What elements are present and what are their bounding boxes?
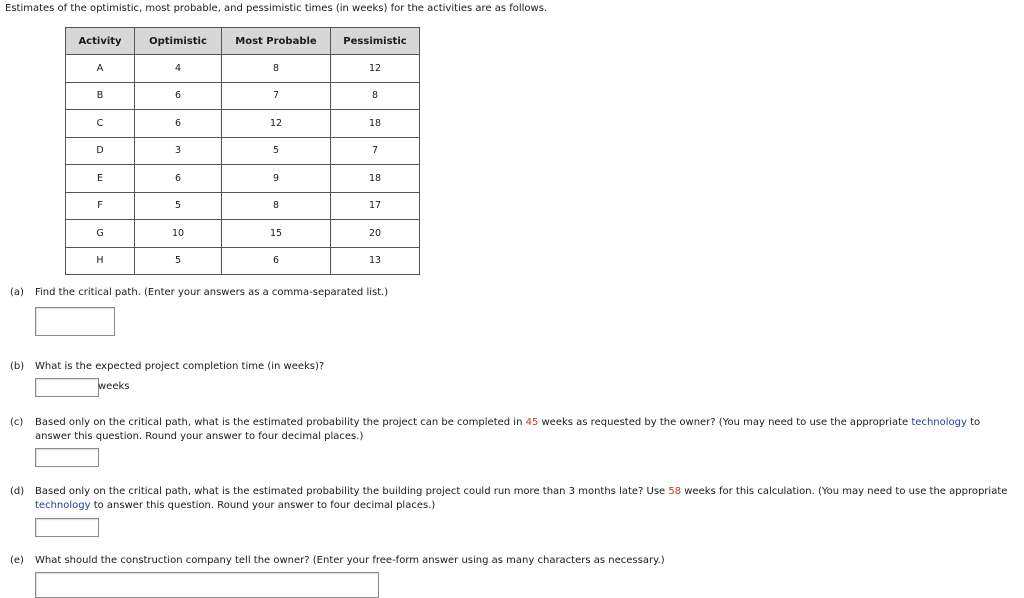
header-most-probable: Most Probable [222,28,331,55]
question-d-technology-link[interactable]: technology [35,500,91,511]
table-header-row [66,28,420,55]
cell-most-probable: 5 [222,137,331,165]
question-a [10,287,388,298]
cell-activity: C [66,110,135,138]
question-b-tag: (b) [10,361,25,372]
table-row [66,110,420,138]
cell-optimistic: 6 [135,165,222,193]
cell-optimistic: 6 [135,82,222,110]
cell-most-probable: 8 [222,55,331,83]
probability-58-input[interactable] [35,518,99,537]
cell-optimistic: 10 [135,220,222,248]
table-row [66,220,420,248]
question-b [10,361,324,372]
table-row [66,82,420,110]
question-b-text: What is the expected project completion time (in weeks)? [35,361,325,372]
header-optimistic: Optimistic [135,28,222,55]
question-d-line2-text: to answer this question. Round your answer to four decimal places.) [90,500,436,511]
question-c-technology-link[interactable]: technology [911,417,967,428]
cell-most-probable: 9 [222,165,331,193]
cell-activity: D [66,137,135,165]
cell-activity: A [66,55,135,83]
question-c-text1: Based only on the critical path, what is the estimated probability the project can be completed in [35,417,526,428]
question-c-weeks-value: 45 [525,417,539,428]
table-row [66,192,420,220]
weeks-unit-label: weeks [98,381,130,392]
cell-most-probable: 15 [222,220,331,248]
question-d-weeks-value: 58 [668,486,682,497]
question-d-text1: Based only on the critical path, what is the estimated probability the building project could run more than 3 months late? Use [35,486,669,497]
cell-activity: B [66,82,135,110]
question-a-tag: (a) [10,287,24,298]
question-e-text: What should the construction company tell the owner? (Enter your free-form answer using as many characters as necessary.) [35,555,665,566]
cell-optimistic: 6 [135,110,222,138]
cell-most-probable: 7 [222,82,331,110]
table-row [66,165,420,193]
table-row [66,247,420,275]
cell-most-probable: 12 [222,110,331,138]
question-c [10,417,980,428]
question-d-line2 [35,500,435,511]
intro-text: Estimates of the optimistic, most probable, and pessimistic times (in weeks) for the activities are as follows. [5,3,548,14]
cell-pessimistic: 12 [331,55,420,83]
cell-pessimistic: 18 [331,165,420,193]
question-d [10,486,1007,497]
activity-table [65,27,420,275]
question-e [10,555,665,566]
cell-activity: H [66,247,135,275]
question-a-text: Find the critical path. (Enter your answers as a comma-separated list.) [35,287,389,298]
header-activity: Activity [66,28,135,55]
cell-pessimistic: 7 [331,137,420,165]
cell-activity: F [66,192,135,220]
cell-pessimistic: 20 [331,220,420,248]
cell-optimistic: 5 [135,192,222,220]
question-d-text2: weeks for this calculation. (You may need to use the appropriate [681,486,1008,497]
question-c-text3: to [966,417,981,428]
cell-pessimistic: 13 [331,247,420,275]
table-row [66,55,420,83]
cell-most-probable: 6 [222,247,331,275]
cell-optimistic: 4 [135,55,222,83]
completion-time-input[interactable] [35,378,99,397]
cell-optimistic: 3 [135,137,222,165]
cell-pessimistic: 17 [331,192,420,220]
table-row [66,137,420,165]
cell-optimistic: 5 [135,247,222,275]
critical-path-input[interactable] [35,307,115,336]
question-c-text2: weeks as requested by the owner? (You may need to use the appropriate [538,417,912,428]
cell-most-probable: 8 [222,192,331,220]
question-c-line2: answer this question. Round your answer to four decimal places.) [35,431,364,442]
free-form-answer-textarea[interactable] [35,572,379,598]
probability-45-input[interactable] [35,448,99,467]
cell-pessimistic: 8 [331,82,420,110]
question-c-tag: (c) [10,417,24,428]
question-e-tag: (e) [10,555,24,566]
header-pessimistic: Pessimistic [331,28,420,55]
question-d-tag: (d) [10,486,25,497]
cell-pessimistic: 18 [331,110,420,138]
cell-activity: G [66,220,135,248]
cell-activity: E [66,165,135,193]
